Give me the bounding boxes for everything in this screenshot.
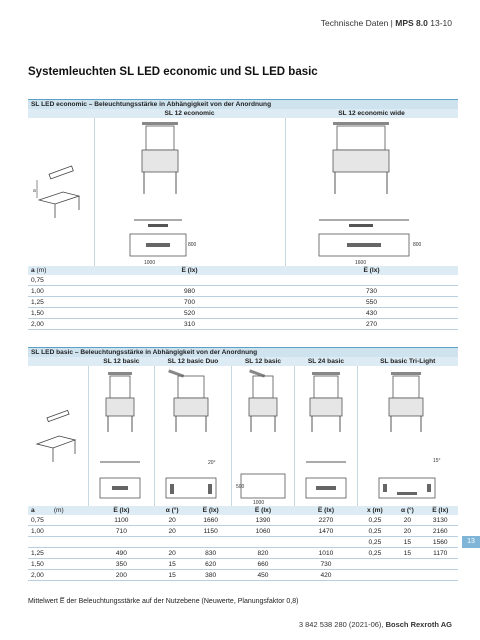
table-row: 1,25 700 550	[28, 297, 458, 308]
header-prefix: Technische Daten |	[320, 18, 393, 28]
header-page: 13-10	[430, 18, 452, 28]
basic-col-sl12: SL 12 basic	[88, 357, 154, 366]
economic-sl12-illustration	[94, 118, 285, 266]
basic-sl12b-illustration	[231, 366, 294, 506]
table-row: 0,75 1100 20 1660 1390 2270 0,25 20 3130	[28, 515, 458, 526]
table-row: 1,00 980 730	[28, 286, 458, 297]
basic-head-a: a	[28, 506, 51, 515]
basic-col-sl12duo: SL 12 basic Duo	[154, 357, 231, 366]
economic-head-a: a (m)	[28, 266, 94, 275]
basic-col-sl12b: SL 12 basic	[231, 357, 294, 366]
basic-dim-a: 1000	[252, 500, 265, 506]
table-row: 0,75	[28, 275, 458, 286]
table-row: 1,25 490 20 830 820 1010 0,25 15 1170	[28, 548, 458, 559]
svg-text:a: a	[33, 188, 36, 194]
basic-col-trilight: SL basic Tri-Light	[357, 357, 458, 366]
economic-table	[28, 99, 458, 330]
footer-code: 3 842 538 280 (2021-06),	[298, 620, 384, 629]
basic-sl24-illustration	[294, 366, 357, 506]
table-row: 0,25 15 1560	[28, 537, 458, 548]
table-row: 1,00 710 20 1150 1060 1470 0,25 20 2160	[28, 526, 458, 537]
basic-table: SL LED basic – Beleuchtungsstärke in Abhängigkeit von der Anordnung SL 12 basic SL 12 basic Duo SL 12 basic SL 24 basic SL basic Tri-Light 20° 1000 500 15° a (m) E̅ (lx) α (°) E̅ (lx) E̅ (lx) E̅ (lx) x (m) α (°) E̅ (lx) 0,75 1100 20 1660 1390 2270 0,25 20 3130 1,00 710 20 1150 1060 1470 0,25 20 2160 0,25 15 1560 1,25 490 20 830 820 1010 0,25 15 1170 1,50 350 15 620 660 730 2,00 200 15 380 450 420	[28, 347, 458, 581]
header-product: MPS 8.0	[395, 18, 428, 28]
footer-brand: Bosch Rexroth AG	[385, 620, 452, 629]
chapter-tab[interactable]: 13	[462, 536, 480, 548]
basic-legend-illustration	[28, 366, 88, 506]
basic-angle-0: 15°	[432, 458, 441, 464]
economic-head-e1: E̅ (lx)	[94, 266, 285, 275]
table-row: 1,50 350 15 620 660 730	[28, 559, 458, 570]
basic-dim-b: 500	[235, 484, 245, 490]
economic-dim1a: 1000	[143, 260, 155, 266]
economic-dim2a: 1600	[354, 260, 366, 266]
page-title: Systemleuchten SL LED economic und SL LED basic	[28, 66, 318, 78]
economic-col2-head: SL 12 economic wide	[285, 109, 458, 118]
economic-dim1b: 800	[187, 242, 196, 248]
basic-col-sl24: SL 24 basic	[294, 357, 357, 366]
table-row: 2,00 200 15 380 450 420	[28, 570, 458, 581]
basic-sl12-illustration	[88, 366, 154, 506]
basic-trilight-illustration	[357, 366, 458, 506]
table-row: 1,50 520 430	[28, 308, 458, 319]
economic-sl12wide-illustration	[285, 118, 458, 266]
economic-band: SL LED economic – Beleuchtungsstärke in Abhängigkeit von der Anordnung	[28, 100, 458, 110]
footnote: Mittelwert E̅ der Beleuchtungsstärke auf der Nutzebene (Neuwerte, Planungsfaktor 0,8)	[28, 598, 299, 605]
page-header	[321, 18, 452, 28]
basic-band: SL LED basic – Beleuchtungsstärke in Abhängigkeit von der Anordnung	[28, 348, 458, 358]
economic-col1-head: SL 12 economic	[94, 109, 285, 118]
basic-angle-1: 20°	[207, 460, 216, 466]
economic-dim2b: 800	[412, 242, 421, 248]
economic-legend-illustration	[28, 118, 94, 266]
page-footer	[299, 620, 452, 629]
table-row: 2,00 310 270	[28, 319, 458, 330]
basic-sl12duo-illustration	[154, 366, 231, 506]
economic-head-e2: E̅ (lx)	[285, 266, 458, 275]
